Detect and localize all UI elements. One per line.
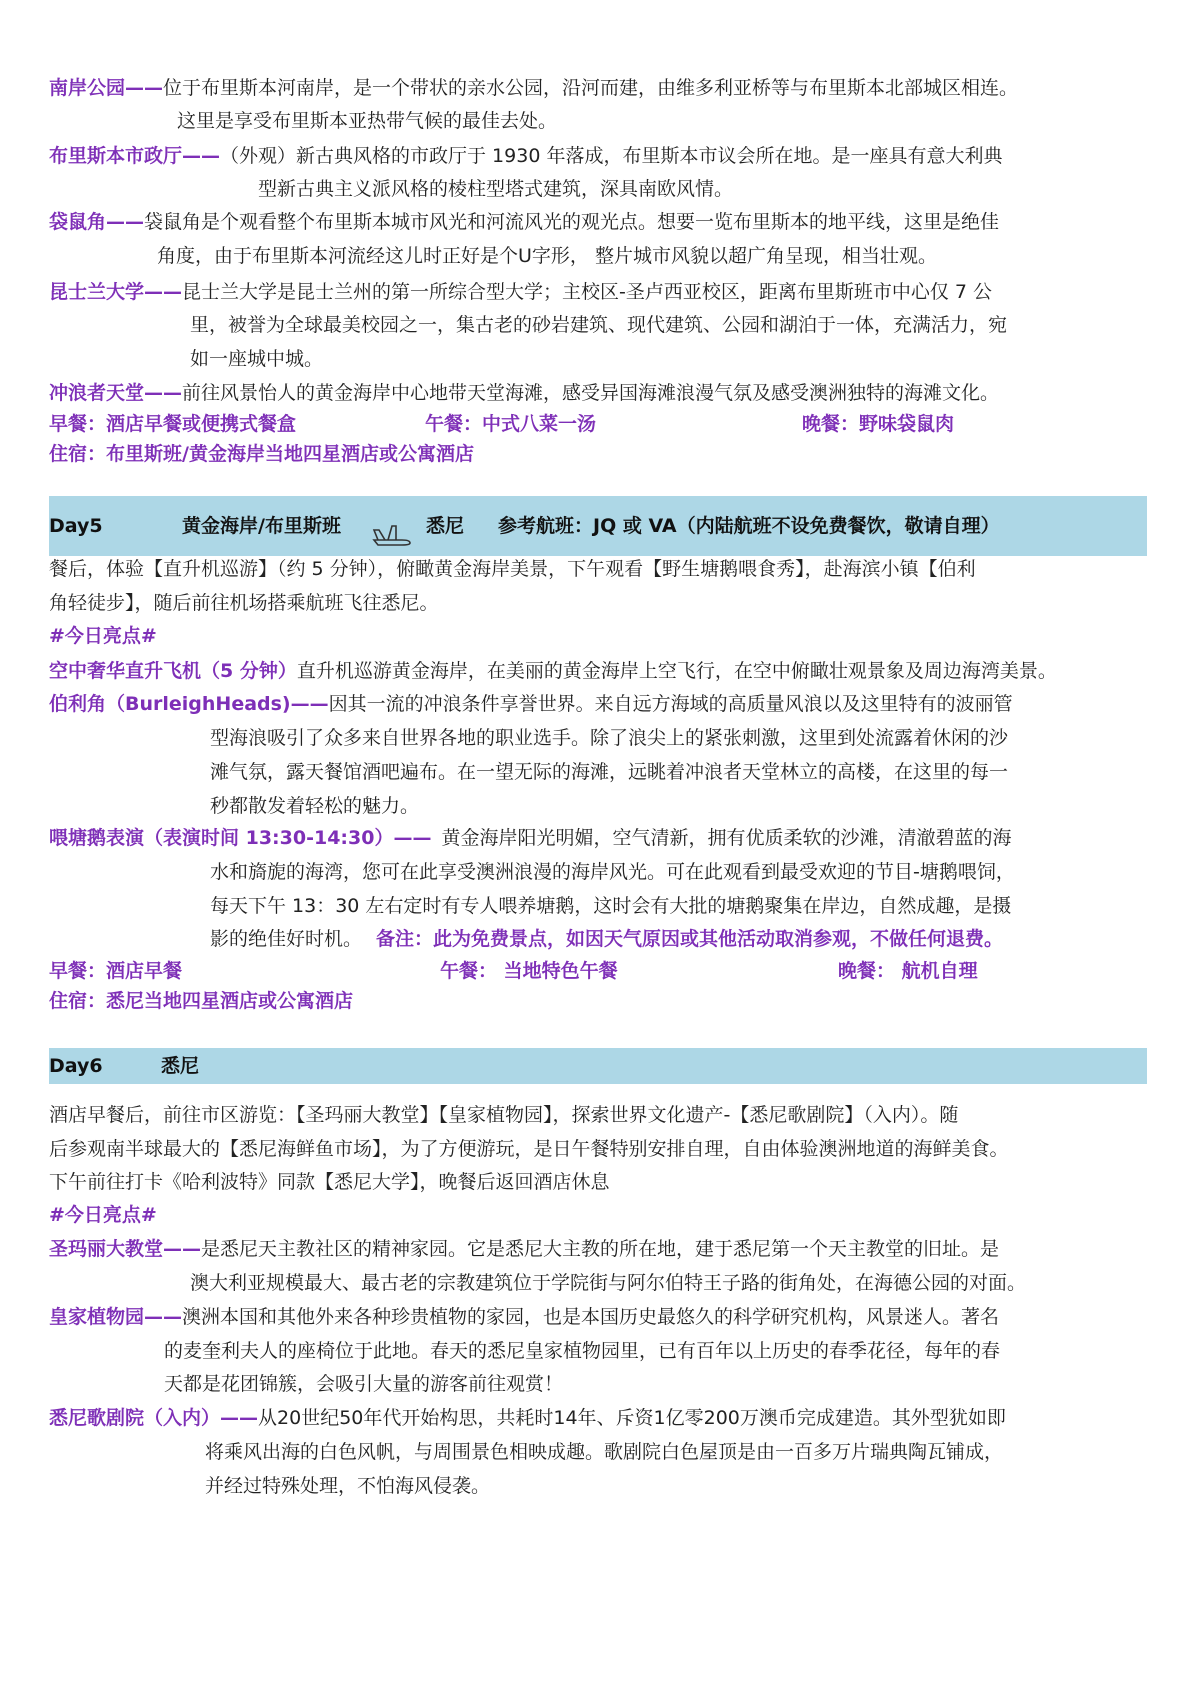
item-uq-line1: 昆士兰大学——昆士兰大学是昆士兰州的第一所综合型大学；主校区-圣卢西亚校区，距离布里斯班市中心仅 7 公 xyxy=(49,281,993,303)
item-opera-line2: 将乘风出海的白色风帆，与周围景色相映成趣。歌剧院白色屋顶是由一百多万片瑞典陶瓦铺成， xyxy=(205,1441,1004,1463)
day6-intro-line2: 后参观南半球最大的【悉尼海鲜鱼市场】，为了方便游玩，是日午餐特别安排自理，自由体验澳洲地道的海鲜美食。 xyxy=(49,1138,1009,1160)
day6-intro-line1: 酒店早餐后，前往市区游览：【圣玛丽大教堂】【皇家植物园】，探索世界文化遗产-【悉尼歌剧院】（入内）。随 xyxy=(49,1104,959,1126)
item-city-hall-line1: 布里斯本市政厅——（外观）新古典风格的市政厅于 1930 年落成，布里斯本市议会所在地。是一座具有意大利典 xyxy=(49,145,1003,167)
term-botanic-garden: 皇家植物园—— xyxy=(49,1306,183,1328)
item-opera-line3: 并经过特殊处理，不怕海风侵袭。 xyxy=(205,1475,491,1497)
term-helicopter: 空中奢华直升飞机（5 分钟） xyxy=(49,660,297,682)
term-burleigh: 伯利角（BurleighHeads)—— xyxy=(49,693,329,715)
day4-dinner: 晚餐：野味袋鼠肉 xyxy=(802,413,955,435)
day4-breakfast: 早餐：酒店早餐或便携式餐盒 xyxy=(49,413,297,435)
pelican-note: 备注：此为免费景点，如因天气原因或其他活动取消参观，不做任何退费。 xyxy=(376,928,1004,950)
term-opera-house: 悉尼歌剧院（入内）—— xyxy=(49,1407,259,1429)
item-city-hall-line2: 型新古典主义派风格的棱柱型塔式建筑，深具南欧风情。 xyxy=(258,178,734,200)
item-st-mary-line1: 圣玛丽大教堂——是悉尼天主教社区的精神家园。它是悉尼大主教的所在地，建于悉尼第一个天主教堂的旧址。是 xyxy=(49,1238,1000,1260)
day5-stay: 住宿：悉尼当地四星酒店或公寓酒店 xyxy=(49,990,354,1012)
day6-header-bar xyxy=(49,1048,1147,1084)
item-garden-line2: 的麦奎利夫人的座椅位于此地。春天的悉尼皇家植物园里，已有百年以上历史的春季花径，每年的春 xyxy=(164,1340,1001,1362)
item-pelican-line3: 每天下午 13：30 左右定时有专人喂养塘鹅，这时会有大批的塘鹅聚集在岸边，自然成趣，是摄 xyxy=(210,895,1012,917)
item-south-bank-line1: 南岸公园——位于布里斯本河南岸，是一个带状的亲水公园，沿河而建，由维多利亚桥等与布里斯本北部城区相连。 xyxy=(49,77,1019,99)
day5-label: Day5 xyxy=(49,515,103,537)
item-burleigh-line1: 伯利角（BurleighHeads)——因其一流的冲浪条件享誉世界。来自远方海域的高质量风浪以及这里特有的波丽管 xyxy=(49,693,1013,715)
day6-intro-line3: 下午前往打卡《哈利波特》同款【悉尼大学】，晚餐后返回酒店休息 xyxy=(49,1171,610,1193)
day5-intro-line1: 餐后，体验【直升机巡游】（约 5 分钟），俯瞰黄金海岸美景，下午观看【野生塘鹅喂食秀】，赴海滨小镇【伯利 xyxy=(49,558,976,580)
day5-lunch: 午餐： 当地特色午餐 xyxy=(440,960,618,982)
day4-lunch: 午餐：中式八菜一汤 xyxy=(425,413,597,435)
term-uq: 昆士兰大学—— xyxy=(49,281,183,303)
item-burleigh-line4: 秒都散发着轻松的魅力。 xyxy=(210,795,420,817)
day5-dinner: 晚餐： 航机自理 xyxy=(838,960,978,982)
item-kangaroo-point-line1: 袋鼠角——袋鼠角是个观看整个布里斯本城市风光和河流风光的观光点。想要一览布里斯本的地平线，这里是绝佳 xyxy=(49,211,1000,233)
term-kangaroo-point: 袋鼠角—— xyxy=(49,211,145,233)
day6-city: 悉尼 xyxy=(161,1055,200,1077)
day6-highlight-heading: #今日亮点# xyxy=(49,1204,157,1226)
item-uq-line3: 如一座城中城。 xyxy=(190,348,324,370)
day5-header-bar xyxy=(49,496,1147,556)
day5-highlight-heading: #今日亮点# xyxy=(49,625,157,647)
day5-intro-line2: 角轻徒步】，随后前往机场搭乘航班飞往悉尼。 xyxy=(49,592,439,614)
term-st-mary: 圣玛丽大教堂—— xyxy=(49,1238,202,1260)
item-south-bank-line2: 这里是享受布里斯本亚热带气候的最佳去处。 xyxy=(177,110,558,132)
item-burleigh-line3: 滩气氛，露天餐馆酒吧遍布。在一望无际的海滩，远眺着冲浪者天堂林立的高楼，在这里的每一 xyxy=(210,761,1009,783)
item-burleigh-line2: 型海浪吸引了众多来自世界各地的职业选手。除了浪尖上的紧张刺激，这里到处流露着休闲的沙 xyxy=(210,727,1009,749)
term-city-hall: 布里斯本市政厅—— xyxy=(49,145,221,167)
day5-route-to: 悉尼 xyxy=(426,515,465,537)
day4-stay: 住宿：布里斯班/黄金海岸当地四星酒店或公寓酒店 xyxy=(49,443,474,465)
day5-breakfast: 早餐：酒店早餐 xyxy=(49,960,183,982)
item-surfers-paradise: 冲浪者天堂——前往风景怡人的黄金海岸中心地带天堂海滩，感受异国海滩浪漫气氛及感受澳洲独特的海滩文化。 xyxy=(49,382,1000,404)
item-kangaroo-point-line2: 角度，由于布里斯本河流经这儿时正好是个U字形， 整片城市风貌以超广角呈现，相当壮观。 xyxy=(157,245,937,267)
day6-label: Day6 xyxy=(49,1055,103,1077)
term-south-bank: 南岸公园—— xyxy=(49,77,164,99)
day5-route-from: 黄金海岸/布里斯班 xyxy=(182,515,341,537)
item-garden-line3: 天都是花团锦簇，会吸引大量的游客前往观赏！ xyxy=(164,1373,564,1395)
item-pelican-line1: 喂塘鹅表演（表演时间 13:30-14:30）—— 黄金海岸阳光明媚，空气清新，拥有优质柔软的沙滩，清澈碧蓝的海 xyxy=(49,827,1012,849)
item-pelican-line2: 水和旖旎的海湾，您可在此享受澳洲浪漫的海岸风光。可在此观看到最受欢迎的节目-塘鹅喂饲， xyxy=(210,861,1015,883)
term-surfers-paradise: 冲浪者天堂—— xyxy=(49,382,183,404)
item-uq-line2: 里，被誉为全球最美校园之一，集古老的砂岩建筑、现代建筑、公园和湖泊于一体，充满活力，宛 xyxy=(190,314,1008,336)
day5-flight: 参考航班：JQ 或 VA（内陆航班不设免费餐饮，敬请自理） xyxy=(498,515,1000,537)
item-st-mary-line2: 澳大利亚规模最大、最古老的宗教建筑位于学院街与阿尔伯特王子路的街角处，在海德公园的对面。 xyxy=(190,1272,1027,1294)
airplane-icon xyxy=(372,512,412,540)
term-pelican: 喂塘鹅表演（表演时间 13:30-14:30）—— xyxy=(49,827,432,849)
item-garden-line1: 皇家植物园——澳洲本国和其他外来各种珍贵植物的家园，也是本国历史最悠久的科学研究机构，风景迷人。著名 xyxy=(49,1306,1000,1328)
item-pelican-line4: 影的绝佳好时机。 备注：此为免费景点，如因天气原因或其他活动取消参观，不做任何退费。 xyxy=(210,928,1004,950)
item-helicopter: 空中奢华直升飞机（5 分钟）直升机巡游黄金海岸，在美丽的黄金海岸上空飞行，在空中俯瞰壮观景象及周边海湾美景。 xyxy=(49,660,1057,682)
item-opera-line1: 悉尼歌剧院（入内）——从20世纪50年代开始构思，共耗时14年、斥资1亿零200万澳币完成建造。其外型犹如即 xyxy=(49,1407,1006,1429)
